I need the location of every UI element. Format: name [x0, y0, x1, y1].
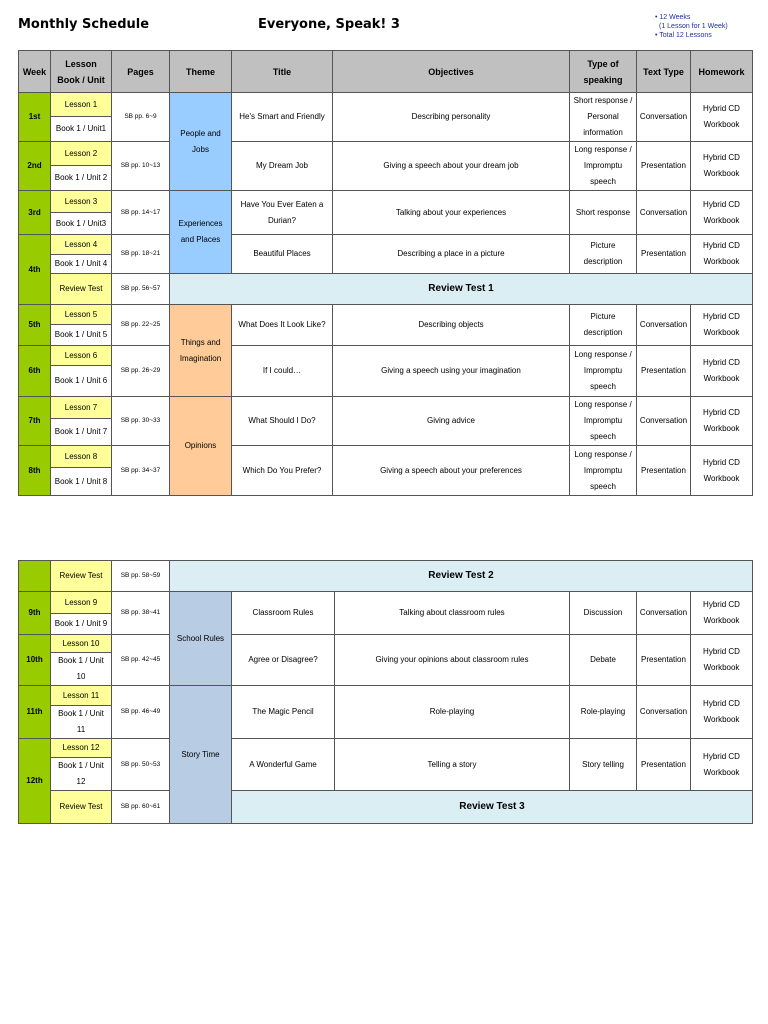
- week-cell: 12th: [19, 739, 51, 824]
- speaking-cell: Short response: [570, 191, 637, 235]
- review-test-banner: Review Test 2: [170, 561, 753, 592]
- text-type-cell: Conversation: [637, 191, 691, 235]
- book-unit-label: Book 1 / Unit 9: [51, 614, 112, 635]
- speaking-cell: Long response / Impromptu speech: [570, 397, 637, 446]
- speaking-cell: Picture description: [570, 305, 637, 346]
- objective-cell: Role-playing: [335, 686, 570, 739]
- col-speaking: Type of speaking: [570, 51, 637, 93]
- week-cell: 6th: [19, 346, 51, 397]
- review-test-label: Review Test: [51, 791, 112, 824]
- book-unit-label: Book 1 / Unit 10: [51, 653, 112, 686]
- title-cell: Beautiful Places: [232, 235, 333, 274]
- note-total-lessons: • Total 12 Lessons: [655, 32, 712, 39]
- homework-cell: Hybrid CD Workbook: [691, 397, 753, 446]
- book-unit-label: Book 1 / Unit 8: [51, 468, 112, 496]
- lesson-label: Lesson 9: [51, 592, 112, 614]
- lesson-label: Lesson 8: [51, 446, 112, 468]
- homework-cell: Hybrid CD Workbook: [691, 686, 753, 739]
- homework-cell: Hybrid CD Workbook: [691, 592, 753, 635]
- pages-cell: SB pp. 42~45: [112, 635, 170, 686]
- objective-cell: Describing a place in a picture: [333, 235, 570, 274]
- pages-cell: SB pp. 60~61: [112, 791, 170, 824]
- homework-cell: Hybrid CD Workbook: [691, 142, 753, 191]
- lesson-label: Lesson 5: [51, 305, 112, 325]
- note-lesson-per-week: (1 Lesson for 1 Week): [659, 23, 728, 30]
- week-cell: 10th: [19, 635, 51, 686]
- col-homework: Homework: [691, 51, 753, 93]
- text-type-cell: Conversation: [637, 305, 691, 346]
- pages-cell: SB pp. 22~25: [112, 305, 170, 346]
- lesson-label: Lesson 4: [51, 235, 112, 255]
- homework-cell: Hybrid CD Workbook: [691, 346, 753, 397]
- theme-cell: School Rules: [170, 592, 232, 686]
- objective-cell: Giving advice: [333, 397, 570, 446]
- title-cell: My Dream Job: [232, 142, 333, 191]
- week-cell: 11th: [19, 686, 51, 739]
- week-cell-empty: [19, 561, 51, 592]
- note-weeks: • 12 Weeks: [655, 14, 691, 21]
- week-cell: 7th: [19, 397, 51, 446]
- objective-cell: Giving your opinions about classroom rules: [335, 635, 570, 686]
- objective-cell: Telling a story: [335, 739, 570, 791]
- text-type-cell: Conversation: [637, 592, 691, 635]
- review-test-banner: Review Test 3: [232, 791, 753, 824]
- text-type-cell: Conversation: [637, 93, 691, 142]
- book-unit-label: Book 1 / Unit 11: [51, 706, 112, 739]
- review-test-label: Review Test: [51, 274, 112, 305]
- book-unit-label: Book 1 / Unit 5: [51, 325, 112, 346]
- schedule-table-2: [18, 560, 753, 824]
- week-cell: 4th: [19, 235, 51, 305]
- page-title: Monthly Schedule: [18, 17, 150, 32]
- title-cell: If I could…: [232, 346, 333, 397]
- title-cell: Agree or Disagree?: [232, 635, 335, 686]
- title-cell: Have You Ever Eaten a Durian?: [232, 191, 333, 235]
- col-lesson: Lesson Book / Unit: [51, 51, 112, 93]
- speaking-cell: Role-playing: [570, 686, 637, 739]
- schedule-table-1: [18, 50, 753, 496]
- homework-cell: Hybrid CD Workbook: [691, 191, 753, 235]
- text-type-cell: Conversation: [637, 686, 691, 739]
- objective-cell: Giving a speech about your dream job: [333, 142, 570, 191]
- week-cell: 5th: [19, 305, 51, 346]
- theme-cell: Experiences and Places: [170, 191, 232, 274]
- text-type-cell: Conversation: [637, 397, 691, 446]
- pages-cell: SB pp. 30~33: [112, 397, 170, 446]
- homework-cell: Hybrid CD Workbook: [691, 446, 753, 496]
- pages-cell: SB pp. 58~59: [112, 561, 170, 592]
- lesson-label: Lesson 2: [51, 142, 112, 166]
- book-unit-label: Book 1 / Unit3: [51, 213, 112, 235]
- col-pages: Pages: [112, 51, 170, 93]
- review-test-banner: Review Test 1: [170, 274, 753, 305]
- col-week: Week: [19, 51, 51, 93]
- book-unit-label: Book 1 / Unit 2: [51, 166, 112, 191]
- book-title: Everyone, Speak! 3: [258, 17, 400, 32]
- col-objectives: Objectives: [333, 51, 570, 93]
- title-cell: Classroom Rules: [232, 592, 335, 635]
- objective-cell: Giving a speech about your preferences: [333, 446, 570, 496]
- objective-cell: Describing personality: [333, 93, 570, 142]
- pages-cell: SB pp. 10~13: [112, 142, 170, 191]
- book-unit-label: Book 1 / Unit 7: [51, 419, 112, 446]
- text-type-cell: Presentation: [637, 739, 691, 791]
- pages-cell: SB pp. 26~29: [112, 346, 170, 397]
- title-cell: A Wonderful Game: [232, 739, 335, 791]
- lesson-label: Lesson 11: [51, 686, 112, 706]
- lesson-label: Lesson 1: [51, 93, 112, 117]
- theme-cell: Story Time: [170, 686, 232, 824]
- review-test-label: Review Test: [51, 561, 112, 592]
- title-cell: What Does It Look Like?: [232, 305, 333, 346]
- objective-cell: Talking about classroom rules: [335, 592, 570, 635]
- week-cell: 8th: [19, 446, 51, 496]
- homework-cell: Hybrid CD Workbook: [691, 93, 753, 142]
- col-theme: Theme: [170, 51, 232, 93]
- book-unit-label: Book 1 / Unit 6: [51, 366, 112, 397]
- pages-cell: SB pp. 38~41: [112, 592, 170, 635]
- theme-cell: Things and Imagination: [170, 305, 232, 397]
- col-title: Title: [232, 51, 333, 93]
- lesson-label: Lesson 6: [51, 346, 112, 366]
- speaking-cell: Short response / Personal information: [570, 93, 637, 142]
- pages-cell: SB pp. 56~57: [112, 274, 170, 305]
- lesson-label: Lesson 3: [51, 191, 112, 213]
- title-cell: What Should I Do?: [232, 397, 333, 446]
- schedule-notes: [655, 13, 728, 40]
- book-unit-label: Book 1 / Unit 12: [51, 758, 112, 791]
- speaking-cell: Long response / Impromptu speech: [570, 142, 637, 191]
- homework-cell: Hybrid CD Workbook: [691, 235, 753, 274]
- pages-cell: SB pp. 34~37: [112, 446, 170, 496]
- speaking-cell: Picture description: [570, 235, 637, 274]
- speaking-cell: Debate: [570, 635, 637, 686]
- pages-cell: SB pp. 46~49: [112, 686, 170, 739]
- title-cell: The Magic Pencil: [232, 686, 335, 739]
- speaking-cell: Long response / Impromptu speech: [570, 446, 637, 496]
- objective-cell: Giving a speech using your imagination: [333, 346, 570, 397]
- title-cell: Which Do You Prefer?: [232, 446, 333, 496]
- pages-cell: SB pp. 6~9: [112, 93, 170, 142]
- week-cell: 2nd: [19, 142, 51, 191]
- week-cell: 1st: [19, 93, 51, 142]
- homework-cell: Hybrid CD Workbook: [691, 635, 753, 686]
- objective-cell: Talking about your experiences: [333, 191, 570, 235]
- pages-cell: SB pp. 18~21: [112, 235, 170, 274]
- week-cell: 9th: [19, 592, 51, 635]
- pages-cell: SB pp. 50~53: [112, 739, 170, 791]
- speaking-cell: Long response / Impromptu speech: [570, 346, 637, 397]
- text-type-cell: Presentation: [637, 446, 691, 496]
- lesson-label: Lesson 12: [51, 739, 112, 758]
- lesson-label: Lesson 10: [51, 635, 112, 653]
- col-text-type: Text Type: [637, 51, 691, 93]
- book-unit-label: Book 1 / Unit1: [51, 117, 112, 142]
- title-cell: He's Smart and Friendly: [232, 93, 333, 142]
- text-type-cell: Presentation: [637, 142, 691, 191]
- objective-cell: Describing objects: [333, 305, 570, 346]
- book-unit-label: Book 1 / Unit 4: [51, 255, 112, 274]
- theme-cell: Opinions: [170, 397, 232, 496]
- speaking-cell: Story telling: [570, 739, 637, 791]
- pages-cell: SB pp. 14~17: [112, 191, 170, 235]
- homework-cell: Hybrid CD Workbook: [691, 739, 753, 791]
- homework-cell: Hybrid CD Workbook: [691, 305, 753, 346]
- week-cell: 3rd: [19, 191, 51, 235]
- lesson-label: Lesson 7: [51, 397, 112, 419]
- text-type-cell: Presentation: [637, 235, 691, 274]
- speaking-cell: Discussion: [570, 592, 637, 635]
- text-type-cell: Presentation: [637, 346, 691, 397]
- text-type-cell: Presentation: [637, 635, 691, 686]
- theme-cell: People and Jobs: [170, 93, 232, 191]
